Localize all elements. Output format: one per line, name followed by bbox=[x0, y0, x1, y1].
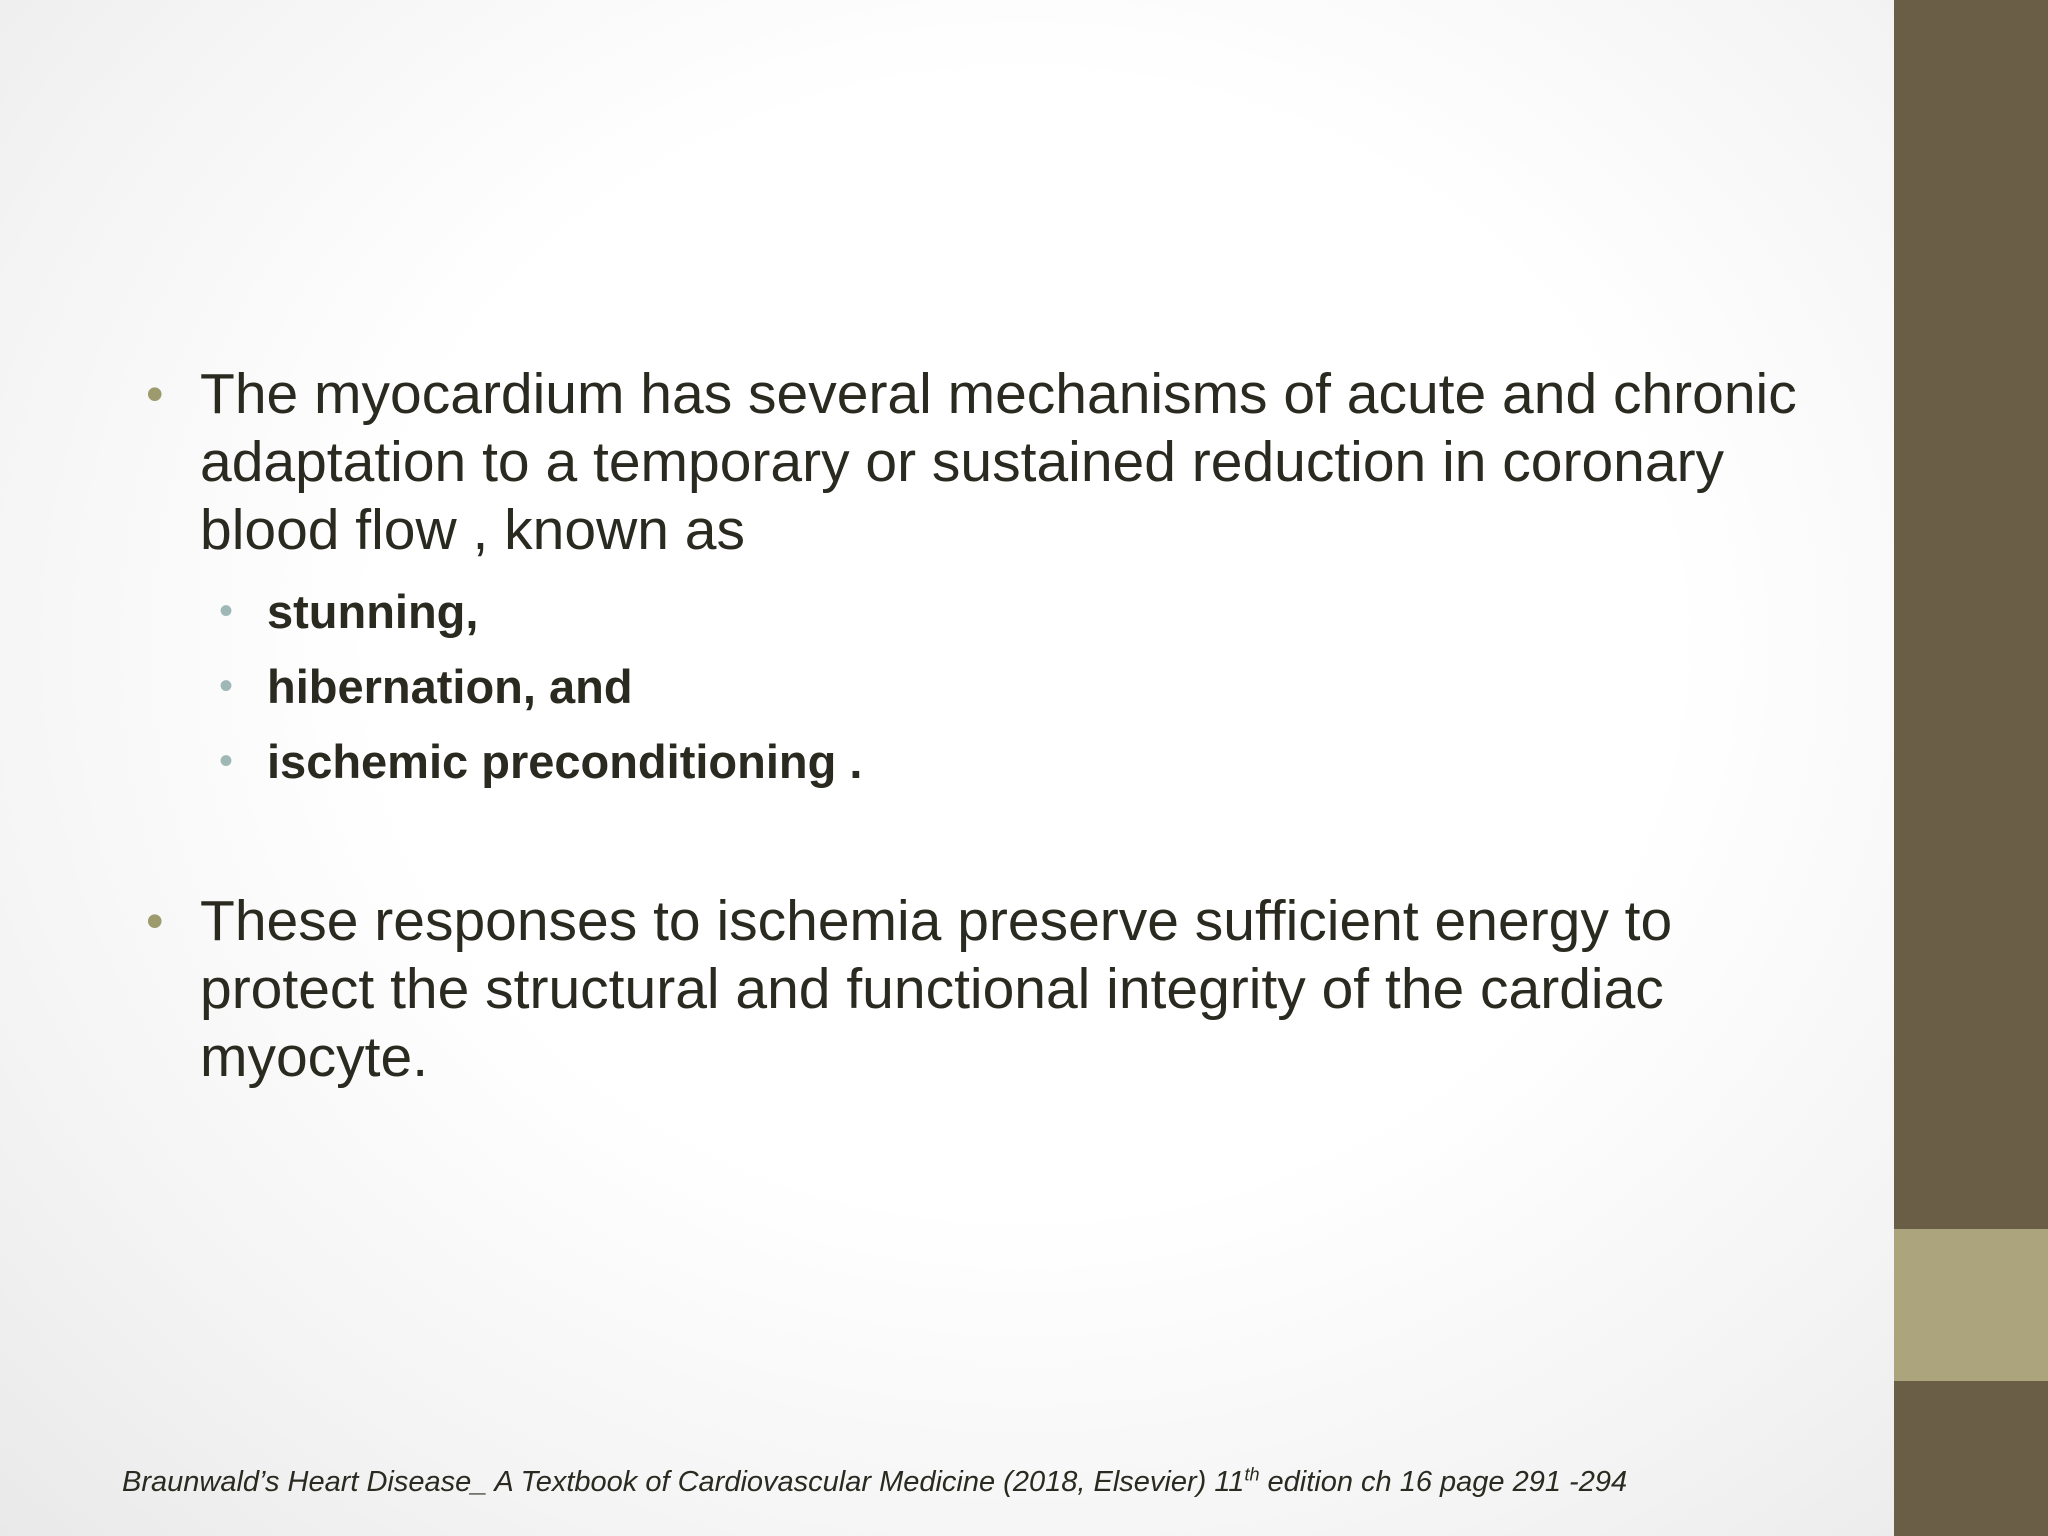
bullet-dot-icon: • bbox=[146, 893, 164, 949]
citation-text: Braunwald’s Heart Disease_ A Textbook of Cardiovascular Medicine (2018, Elsevier) 11 bbox=[122, 1466, 1245, 1498]
bullet-responses bbox=[146, 887, 1846, 1091]
sub-bullet-text: hibernation, and bbox=[267, 660, 633, 713]
sub-bullet-hibernation bbox=[219, 649, 1846, 724]
side-accent-block bbox=[1894, 1229, 2048, 1381]
sub-bullet-text: stunning, bbox=[267, 585, 479, 638]
citation bbox=[122, 1466, 1627, 1499]
bullet-line: myocyte. bbox=[200, 1025, 429, 1089]
spacer bbox=[146, 799, 1846, 887]
sub-bullet-list bbox=[146, 574, 1846, 799]
bullet-line: protect the structural and functional integrity of the cardiac bbox=[200, 957, 1664, 1021]
bullet-line: The myocardium has several mechanisms of acute and chronic bbox=[200, 362, 1797, 426]
sub-bullet-preconditioning bbox=[219, 724, 1846, 799]
sub-bullet-dot-icon: • bbox=[219, 664, 234, 708]
citation-text-end: edition ch 16 page 291 -294 bbox=[1259, 1466, 1628, 1498]
bullet-dot-icon: • bbox=[146, 366, 164, 422]
citation-superscript: th bbox=[1244, 1464, 1260, 1485]
sub-bullet-dot-icon: • bbox=[219, 739, 234, 783]
slide-content bbox=[146, 360, 1846, 1091]
sub-bullet-stunning bbox=[219, 574, 1846, 649]
bullet-line: blood flow , known as bbox=[200, 498, 745, 562]
bullet-line: These responses to ischemia preserve sufficient energy to bbox=[200, 889, 1673, 953]
sub-bullet-dot-icon: • bbox=[219, 589, 234, 633]
bullet-line: adaptation to a temporary or sustained reduction in coronary bbox=[200, 430, 1725, 494]
sub-bullet-text: ischemic preconditioning . bbox=[267, 735, 863, 788]
bullet-mechanisms bbox=[146, 360, 1846, 564]
